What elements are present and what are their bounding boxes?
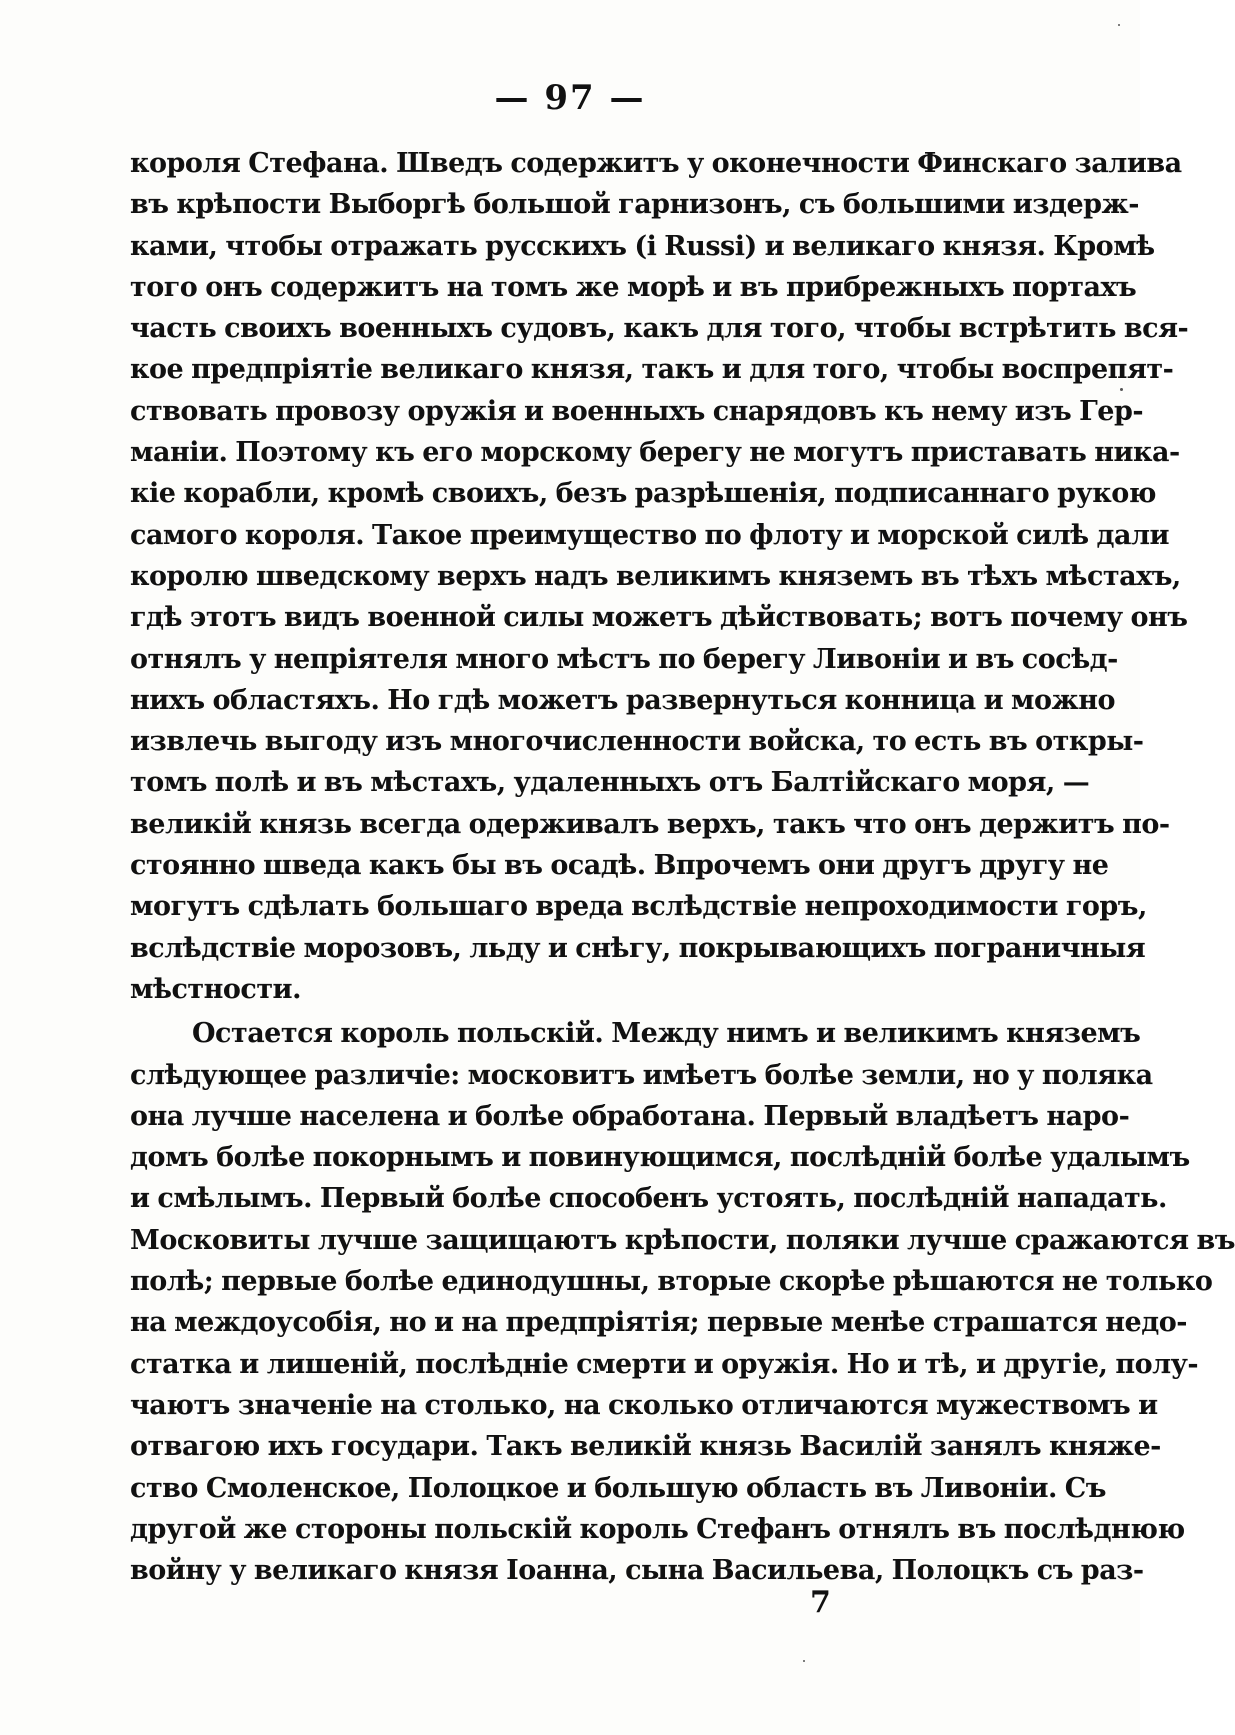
text-line: вслѣдствіе морозовъ, льду и снѣгу, покрывающихъ пограничныя — [130, 932, 1146, 964]
text-line: часть своихъ военныхъ судовъ, какъ для того, чтобы встрѣтить вся- — [130, 313, 1189, 345]
paragraph-1 — [130, 143, 1189, 1010]
scan-speck — [1118, 24, 1120, 26]
text-line: въ крѣпости Выборгѣ большой гарнизонъ, съ большими издерж- — [130, 189, 1139, 221]
scan-speck — [1120, 388, 1123, 391]
text-line: слѣдующее различіе: московитъ имѣетъ болѣе земли, но у поляка — [130, 1059, 1153, 1091]
text-line: нихъ областяхъ. Но гдѣ можетъ развернуться конница и можно — [130, 684, 1115, 716]
text-line: она лучше населена и болѣе обработана. Первый владѣетъ наро- — [130, 1100, 1130, 1132]
text-line: стоянно шведа какъ бы въ осадѣ. Впрочемъ они другъ другу не — [130, 850, 1109, 882]
text-line: того онъ содержитъ на томъ же морѣ и въ прибрежныхъ портахъ — [130, 271, 1137, 303]
text-line: Остается король польскій. Между нимъ и великимъ княземъ — [192, 1018, 1141, 1050]
text-line: извлечь выгоду изъ многочисленности войска, то есть въ откры- — [130, 726, 1144, 758]
text-line: самого короля. Такое преимущество по флоту и морской силѣ дали — [130, 519, 1170, 551]
text-line: домъ болѣе покорнымъ и повинующимся, послѣдній болѣе удалымъ — [130, 1142, 1190, 1174]
text-line: другой же стороны польскій король Стефанъ отнялъ въ послѣднюю — [130, 1513, 1185, 1545]
text-line: на междоусобія, но и на предпріятія; первые менѣе страшатся недо- — [130, 1307, 1187, 1339]
text-line: короля Стефана. Шведъ содержитъ у оконечности Финскаго залива — [130, 148, 1182, 179]
text-line: могутъ сдѣлать большаго вреда вслѣдствіе непроходимости горъ, — [130, 891, 1147, 923]
text-line: ствовать провозу оружія и военныхъ снарядовъ къ нему изъ Гер- — [130, 395, 1144, 427]
body-text — [130, 143, 1235, 1591]
text-line: чаютъ значеніе на столько, на сколько отличаются мужествомъ и — [130, 1389, 1158, 1421]
text-line: гдѣ этотъ видъ военной силы можетъ дѣйствовать; вотъ почему онъ — [130, 602, 1188, 634]
text-line: мѣстности. — [130, 973, 301, 1005]
text-line: отвагою ихъ государи. Такъ великій князь Василій занялъ княже- — [130, 1431, 1161, 1463]
scan-speck — [803, 1660, 805, 1662]
text-line: Московиты лучше защищаютъ крѣпости, поляки лучше сражаются въ — [130, 1224, 1235, 1256]
text-line: ство Смоленское, Полоцкое и большую область въ Ливоніи. Съ — [130, 1472, 1107, 1504]
text-line: маніи. Поэтому къ его морскому берегу не могутъ приставать ника- — [130, 437, 1180, 469]
text-line: статка и лишеній, послѣдніе смерти и оружія. Но и тѣ, и другіе, полу- — [130, 1348, 1199, 1380]
text-line: войну у великаго князя Іоанна, сына Васильева, Полоцкъ съ раз- — [130, 1555, 1144, 1587]
text-line: королю шведскому верхъ надъ великимъ княземъ въ тѣхъ мѣстахъ, — [130, 560, 1181, 592]
text-line: кое предпріятіе великаго князя, такъ и для того, чтобы воспрепят- — [130, 354, 1174, 386]
text-line: томъ полѣ и въ мѣстахъ, удаленныхъ отъ Балтійскаго моря, — — [130, 767, 1090, 799]
text-line: полѣ; первые болѣе единодушны, вторые скорѣе рѣшаются не только — [130, 1266, 1213, 1298]
text-line: кіе корабли, кромѣ своихъ, безъ разрѣшенія, подписаннаго рукою — [130, 478, 1156, 510]
text-line: и смѣлымъ. Первый болѣе способенъ устоять, послѣдній нападать. — [130, 1183, 1167, 1215]
paragraph-2 — [130, 1013, 1235, 1591]
text-line: ками, чтобы отражать русскихъ (i Russi) и великаго князя. Кромѣ — [130, 230, 1155, 262]
page-number-header: — 97 — — [494, 78, 646, 118]
signature-mark: 7 — [810, 1585, 831, 1620]
text-line: великій князь всегда одерживалъ верхъ, такъ что онъ держитъ по- — [130, 808, 1170, 840]
text-line: отнялъ у непріятеля много мѣстъ по берегу Ливоніи и въ сосѣд- — [130, 643, 1118, 675]
